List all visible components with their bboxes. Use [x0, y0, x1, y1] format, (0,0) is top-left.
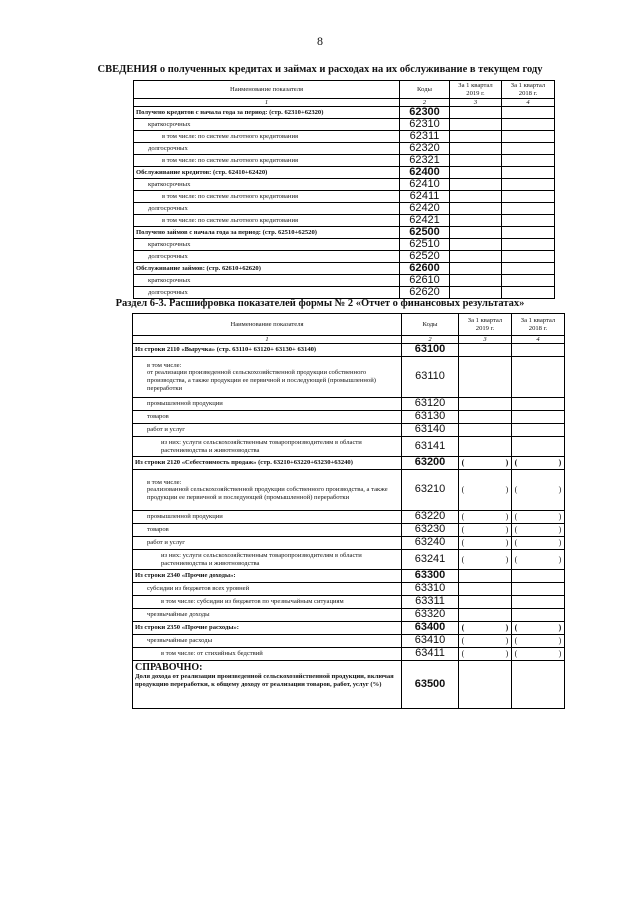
financial-results-section-title: Раздел 6-3. Расшифровка показателей формы № 2 «Отчет о финансовых результатах» — [115, 298, 525, 309]
table-row — [133, 437, 565, 457]
value-cell — [450, 203, 502, 215]
value-cell — [450, 131, 502, 143]
value-cell — [459, 596, 512, 609]
value-cell — [450, 287, 502, 299]
table-row — [133, 622, 565, 635]
open-bracket: ( — [461, 538, 465, 548]
value-cell — [512, 622, 565, 635]
table-row — [134, 119, 555, 131]
value-cell — [502, 179, 555, 191]
value-cell — [450, 239, 502, 251]
credits-table — [133, 80, 555, 299]
value-cell — [512, 596, 565, 609]
value-cell — [502, 203, 555, 215]
close-bracket: ) — [558, 649, 562, 659]
value-cell — [450, 119, 502, 131]
table-row — [133, 470, 565, 511]
value-cell — [459, 411, 512, 424]
value-cell — [512, 511, 565, 524]
value-cell — [512, 524, 565, 537]
row-code: 62421 — [400, 215, 450, 227]
table-row — [133, 344, 565, 357]
column-number: 2 — [402, 336, 459, 344]
value-cell — [459, 344, 512, 357]
open-bracket: ( — [461, 623, 465, 633]
row-code: 63210 — [402, 470, 459, 511]
open-bracket: ( — [514, 485, 518, 495]
table-row — [133, 635, 565, 648]
row-label: краткосрочных — [134, 119, 400, 131]
table-row — [134, 167, 555, 179]
open-bracket: ( — [514, 538, 518, 548]
row-label: краткосрочных — [134, 239, 400, 251]
row-code: 63240 — [402, 537, 459, 550]
row-code: 62610 — [400, 275, 450, 287]
row-code: 63230 — [402, 524, 459, 537]
reference-cell — [133, 661, 402, 709]
value-cell — [459, 570, 512, 583]
value-cell — [459, 635, 512, 648]
table-row — [134, 215, 555, 227]
table-row — [133, 596, 565, 609]
column-number: 2 — [400, 99, 450, 107]
row-label: долгосрочных — [134, 143, 400, 155]
column-number: 1 — [133, 336, 402, 344]
value-cell — [502, 167, 555, 179]
value-cell — [459, 398, 512, 411]
value-cell — [512, 583, 565, 596]
row-label: работ и услуг — [133, 424, 402, 437]
value-cell — [459, 457, 512, 470]
row-code: 62321 — [400, 155, 450, 167]
value-cell — [512, 635, 565, 648]
open-bracket: ( — [461, 458, 465, 468]
row-label: Получено кредитов с начала года за период: (стр. 62310+62320) — [134, 107, 400, 119]
row-label: Обслуживание займов: (стр. 62610+62620) — [134, 263, 400, 275]
close-bracket: ) — [505, 485, 509, 495]
value-cell — [502, 143, 555, 155]
close-bracket: ) — [558, 512, 562, 522]
close-bracket: ) — [505, 525, 509, 535]
row-label: Из строки 2340 «Прочие доходы»: — [133, 570, 402, 583]
row-code: 63311 — [402, 596, 459, 609]
row-label: в том числе: по системе льготного кредитования — [134, 131, 400, 143]
value-cell — [459, 550, 512, 570]
row-code: 62520 — [400, 251, 450, 263]
value-cell — [502, 107, 555, 119]
value-cell — [502, 155, 555, 167]
header-name: Наименование показателя — [133, 314, 402, 336]
open-bracket: ( — [514, 525, 518, 535]
row-label: товаров — [133, 524, 402, 537]
row-code: 63411 — [402, 648, 459, 661]
row-code: 63130 — [402, 411, 459, 424]
table-row — [133, 583, 565, 596]
row-label: долгосрочных — [134, 203, 400, 215]
table-row — [133, 550, 565, 570]
table-row — [134, 287, 555, 299]
row-code: 62510 — [400, 239, 450, 251]
table-row — [134, 131, 555, 143]
value-cell — [459, 648, 512, 661]
value-cell — [459, 424, 512, 437]
column-number: 4 — [502, 99, 555, 107]
close-bracket: ) — [558, 458, 562, 468]
row-code: 62620 — [400, 287, 450, 299]
row-label: в том числе: от реализации произведенной сельскохозяйственной продукции собственного производства, а также продукции ее первичной и последующей (промышленной) переработки — [133, 357, 402, 398]
open-bracket: ( — [514, 554, 518, 564]
table-row — [134, 107, 555, 119]
value-cell — [459, 511, 512, 524]
value-cell — [450, 155, 502, 167]
table-row — [134, 191, 555, 203]
row-label: Из строки 2350 «Прочие расходы»: — [133, 622, 402, 635]
value-cell — [450, 179, 502, 191]
table-row — [133, 457, 565, 470]
reference-title: СПРАВОЧНО: — [135, 662, 203, 673]
row-code: 63200 — [402, 457, 459, 470]
table-row — [133, 357, 565, 398]
row-label: субсидии из бюджетов всех уровней — [133, 583, 402, 596]
table-row — [133, 398, 565, 411]
row-label: краткосрочных — [134, 179, 400, 191]
open-bracket: ( — [514, 512, 518, 522]
table-row — [134, 155, 555, 167]
value-cell — [512, 550, 565, 570]
close-bracket: ) — [558, 485, 562, 495]
table-row — [134, 263, 555, 275]
value-cell — [450, 143, 502, 155]
value-cell — [459, 609, 512, 622]
value-cell — [512, 398, 565, 411]
close-bracket: ) — [558, 636, 562, 646]
row-label: долгосрочных — [134, 251, 400, 263]
open-bracket: ( — [461, 525, 465, 535]
value-cell — [502, 191, 555, 203]
table-row — [134, 203, 555, 215]
row-code: 63120 — [402, 398, 459, 411]
column-numbers-row — [134, 99, 555, 107]
value-cell — [512, 357, 565, 398]
table-row — [134, 239, 555, 251]
header-name: Наименование показателя — [134, 81, 400, 99]
value-cell — [450, 263, 502, 275]
row-label: промышленной продукции — [133, 511, 402, 524]
table-row — [134, 251, 555, 263]
close-bracket: ) — [558, 538, 562, 548]
column-number: 3 — [459, 336, 512, 344]
value-cell — [502, 215, 555, 227]
value-cell — [459, 622, 512, 635]
row-label: Из строки 2110 «Выручка» (стр. 63110+ 63120+ 63130+ 63140) — [133, 344, 402, 357]
table-row — [133, 411, 565, 424]
table-row — [133, 511, 565, 524]
value-cell — [512, 424, 565, 437]
row-code: 62411 — [400, 191, 450, 203]
open-bracket: ( — [514, 623, 518, 633]
open-bracket: ( — [461, 554, 465, 564]
row-code: 63300 — [402, 570, 459, 583]
reference-code: 63500 — [402, 661, 459, 709]
credits-table-header — [134, 81, 555, 99]
column-number: 3 — [450, 99, 502, 107]
value-cell — [459, 661, 512, 709]
row-code: 63320 — [402, 609, 459, 622]
reference-label: Доля дохода от реализации произведенной сельскохозяйственной продукции, включая продукцию переработки, к общему доходу от реализации товаров, работ, услуг (%) — [135, 673, 394, 688]
close-bracket: ) — [558, 525, 562, 535]
close-bracket: ) — [505, 538, 509, 548]
close-bracket: ) — [558, 554, 562, 564]
value-cell — [512, 411, 565, 424]
value-cell — [459, 583, 512, 596]
row-code: 62420 — [400, 203, 450, 215]
value-cell — [502, 119, 555, 131]
row-code: 63241 — [402, 550, 459, 570]
row-label: из них: услуги сельскохозяйственным товаропроизводителям в области растениеводства и животноводства — [133, 437, 402, 457]
row-label: товаров — [133, 411, 402, 424]
row-code: 63400 — [402, 622, 459, 635]
table-row — [133, 570, 565, 583]
header-period-2019: За 1 квартал 2019 г. — [459, 314, 512, 336]
financial-results-table — [132, 313, 565, 709]
row-label: в том числе: по системе льготного кредитования — [134, 155, 400, 167]
open-bracket: ( — [461, 636, 465, 646]
table-row — [133, 537, 565, 550]
row-code: 63141 — [402, 437, 459, 457]
value-cell — [450, 251, 502, 263]
close-bracket: ) — [505, 623, 509, 633]
table-row — [134, 227, 555, 239]
row-code: 63100 — [402, 344, 459, 357]
value-cell — [502, 251, 555, 263]
value-cell — [459, 437, 512, 457]
row-label: в том числе: реализованной сельскохозяйственной продукции собственного производства, а также продукции ее первичной и последующей (промышленной) переработки — [133, 470, 402, 511]
open-bracket: ( — [461, 485, 465, 495]
row-label: Получено займов с начала года за период: (стр. 62510+62520) — [134, 227, 400, 239]
table-row — [134, 143, 555, 155]
row-code: 63310 — [402, 583, 459, 596]
open-bracket: ( — [514, 458, 518, 468]
row-code: 63110 — [402, 357, 459, 398]
value-cell — [459, 524, 512, 537]
row-code: 62310 — [400, 119, 450, 131]
row-label: чрезвычайные расходы — [133, 635, 402, 648]
row-label: чрезвычайные доходы — [133, 609, 402, 622]
row-label: в том числе: субсидии из бюджетов по чрезвычайным ситуациям — [133, 596, 402, 609]
close-bracket: ) — [505, 554, 509, 564]
value-cell — [450, 107, 502, 119]
column-number: 1 — [134, 99, 400, 107]
open-bracket: ( — [514, 649, 518, 659]
value-cell — [502, 227, 555, 239]
row-label: работ и услуг — [133, 537, 402, 550]
value-cell — [450, 167, 502, 179]
value-cell — [502, 239, 555, 251]
value-cell — [512, 570, 565, 583]
open-bracket: ( — [461, 512, 465, 522]
row-code: 62320 — [400, 143, 450, 155]
row-label: Из строки 2120 «Себестоимость продаж» (стр. 63210+63220+63230+63240) — [133, 457, 402, 470]
row-code: 63410 — [402, 635, 459, 648]
row-label: Обслуживание кредитов: (стр. 62410+62420) — [134, 167, 400, 179]
table-row — [133, 648, 565, 661]
row-code: 62311 — [400, 131, 450, 143]
column-numbers-row — [133, 336, 565, 344]
value-cell — [512, 537, 565, 550]
value-cell — [502, 131, 555, 143]
column-number: 4 — [512, 336, 565, 344]
row-label: промышленной продукции — [133, 398, 402, 411]
header-period-2019: За 1 квартал 2019 г. — [450, 81, 502, 99]
financial-results-table-header — [133, 314, 565, 336]
header-period-2018: За 1 квартал 2018 г. — [502, 81, 555, 99]
row-code: 62300 — [400, 107, 450, 119]
header-codes: Коды — [400, 81, 450, 99]
value-cell — [502, 263, 555, 275]
table-row — [133, 609, 565, 622]
credits-section-title: СВЕДЕНИЯ о полученных кредитах и займах и расходах на их обслуживание в текущем году — [97, 64, 543, 75]
value-cell — [459, 357, 512, 398]
row-label: долгосрочных — [134, 287, 400, 299]
row-label: краткосрочных — [134, 275, 400, 287]
row-label: в том числе: по системе льготного кредитования — [134, 191, 400, 203]
page-number: 8 — [317, 34, 323, 48]
close-bracket: ) — [505, 649, 509, 659]
table-row — [134, 179, 555, 191]
table-row — [133, 424, 565, 437]
value-cell — [450, 275, 502, 287]
row-code: 62400 — [400, 167, 450, 179]
value-cell — [512, 609, 565, 622]
close-bracket: ) — [558, 623, 562, 633]
value-cell — [512, 470, 565, 511]
open-bracket: ( — [514, 636, 518, 646]
value-cell — [502, 275, 555, 287]
open-bracket: ( — [461, 649, 465, 659]
value-cell — [512, 437, 565, 457]
close-bracket: ) — [505, 458, 509, 468]
value-cell — [450, 215, 502, 227]
row-code: 63140 — [402, 424, 459, 437]
row-code: 63220 — [402, 511, 459, 524]
value-cell — [512, 661, 565, 709]
close-bracket: ) — [505, 636, 509, 646]
value-cell — [512, 457, 565, 470]
row-label: в том числе: от стихийных бедствий — [133, 648, 402, 661]
value-cell — [512, 648, 565, 661]
header-codes: Коды — [402, 314, 459, 336]
reference-row — [133, 661, 565, 709]
table-row — [133, 524, 565, 537]
table-row — [134, 275, 555, 287]
value-cell — [450, 227, 502, 239]
value-cell — [459, 470, 512, 511]
value-cell — [502, 287, 555, 299]
row-label: в том числе: по системе льготного кредитования — [134, 215, 400, 227]
header-period-2018: За 1 квартал 2018 г. — [512, 314, 565, 336]
row-code: 62600 — [400, 263, 450, 275]
row-label: из них: услуги сельскохозяйственным товаропроизводителям в области растениеводства и животноводства — [133, 550, 402, 570]
row-code: 62410 — [400, 179, 450, 191]
value-cell — [459, 537, 512, 550]
value-cell — [512, 344, 565, 357]
value-cell — [450, 191, 502, 203]
row-code: 62500 — [400, 227, 450, 239]
close-bracket: ) — [505, 512, 509, 522]
